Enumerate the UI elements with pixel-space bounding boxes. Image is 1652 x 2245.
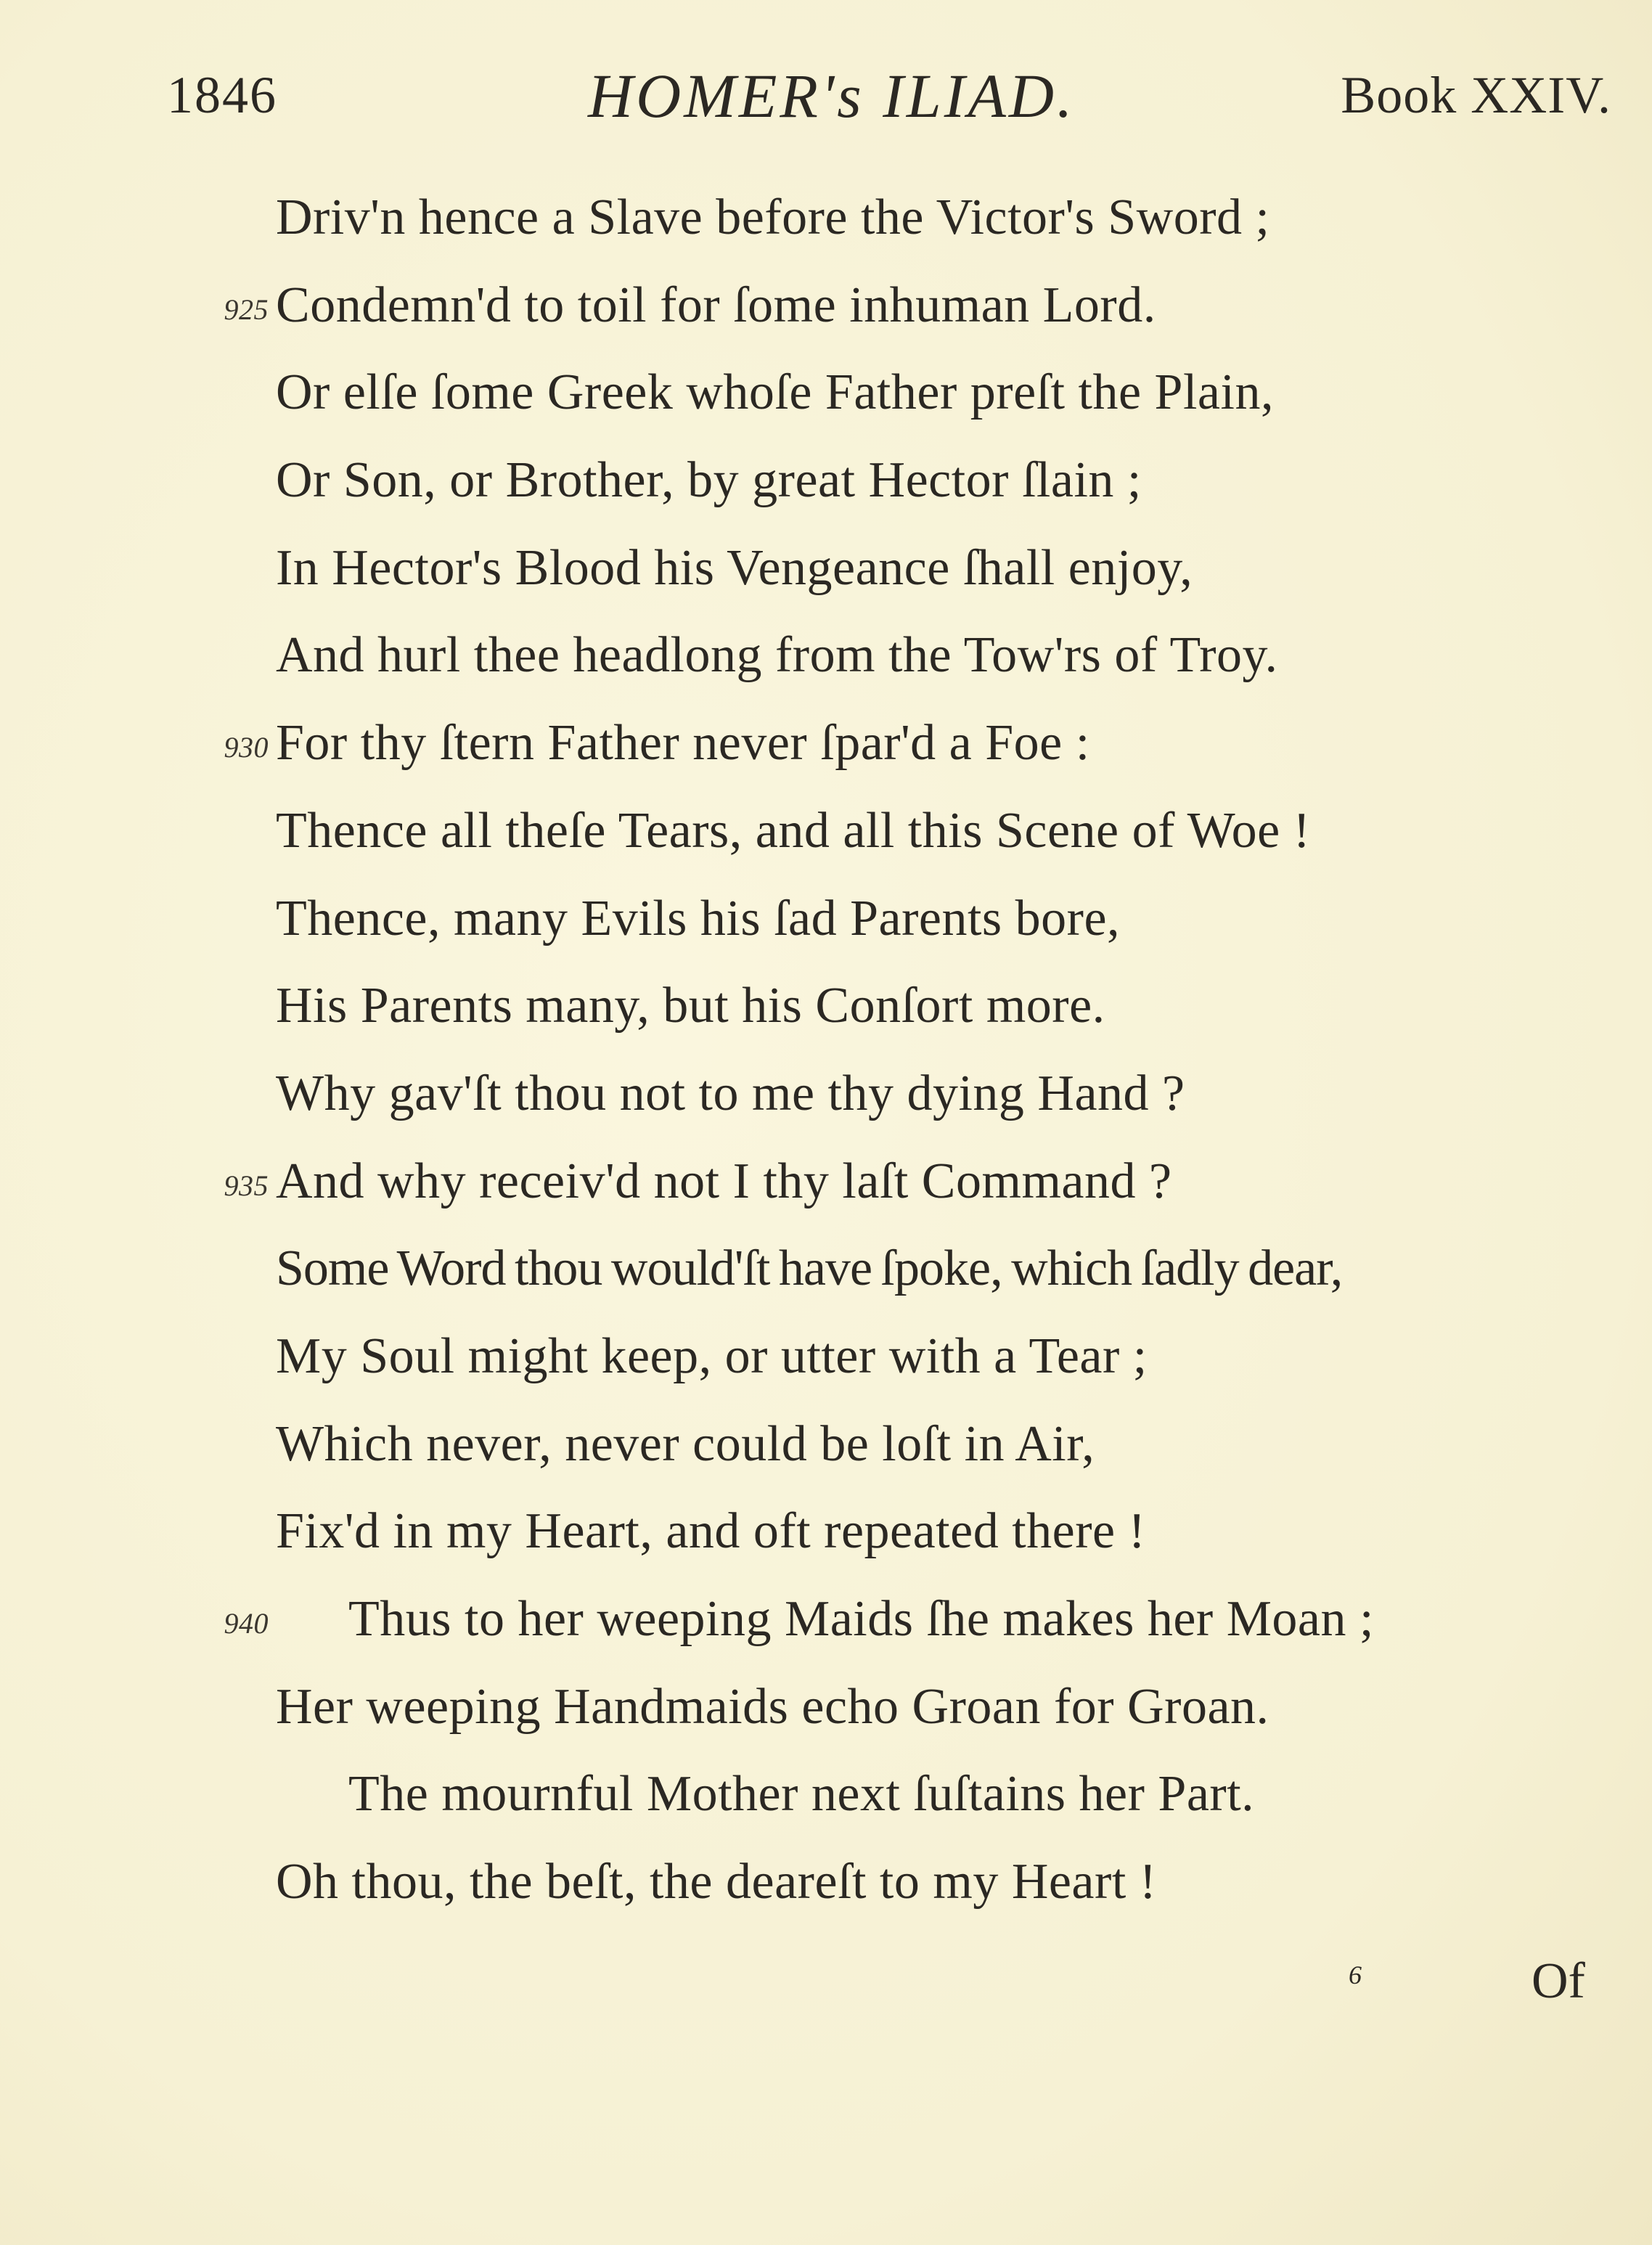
verse-text: Condemn'd to toil for ſome inhuman Lord. [276, 277, 1156, 333]
verse-text: And why receiv'd not I thy laſt Command ? [276, 1153, 1172, 1209]
verse-text: Or elſe ſome Greek whoſe Father preſt the Plain, [276, 364, 1274, 421]
page-header [167, 60, 1611, 139]
verse-text: And hurl thee headlong from the Tow'rs of Troy. [276, 627, 1278, 684]
line-number: 940 [224, 1607, 269, 1640]
verse-text: Her weeping Handmaids echo Groan for Groan. [276, 1678, 1269, 1735]
verse-line [276, 1050, 1582, 1138]
verse-line [224, 262, 1582, 350]
verse-text: Some Word thou would'ſt have ſpoke, which ſadly dear, [276, 1240, 1343, 1297]
verse-text: In Hector's Blood his Vengeance ſhall enjoy, [276, 539, 1193, 596]
verse-line [276, 875, 1582, 963]
line-number: 925 [224, 293, 269, 326]
line-number: 930 [224, 731, 269, 764]
verse-line [224, 1576, 1582, 1664]
verse-line [276, 1313, 1582, 1401]
running-title: HOMER's ILIAD. [588, 61, 1076, 131]
signature-mark: 6 [1349, 1960, 1362, 1990]
verse-line [276, 788, 1582, 875]
page-footer [0, 1952, 1652, 2040]
verse-line [276, 1664, 1582, 1751]
verse-text: His Parents many, but his Conſort more. [276, 978, 1105, 1034]
verse-text: Thence all theſe Tears, and all this Scene of Woe ! [276, 802, 1311, 859]
verse-text: Fix'd in my Heart, and oft repeated there ! [276, 1503, 1146, 1560]
verse-line [276, 349, 1582, 437]
verse-text: Why gav'ſt thou not to me thy dying Hand ? [276, 1065, 1185, 1121]
verse-text: Oh thou, the beſt, the deareſt to my Heart ! [276, 1854, 1157, 1910]
verse-line [276, 525, 1582, 613]
verse-line [276, 174, 1582, 262]
verse-text: Thence, many Evils his ſad Parents bore, [276, 890, 1121, 946]
verse-line [276, 1839, 1582, 1926]
verse-text: Driv'n hence a Slave before the Victor's Sword ; [276, 189, 1270, 245]
verse-text: Thus to her weeping Maids ſhe makes her Moan ; [348, 1591, 1374, 1647]
verse-line [276, 1225, 1582, 1313]
verse-text: Or Son, or Brother, by great Hector ſlain ; [276, 452, 1142, 509]
verse-line [224, 700, 1582, 788]
page-number: 1846 [167, 66, 277, 124]
verse-line [276, 437, 1582, 525]
verse-line [276, 1488, 1582, 1576]
verse-text: Which never, never could be loſt in Air, [276, 1415, 1095, 1472]
catchword: Of [1532, 1953, 1585, 2009]
verse-text: The mournful Mother next ſuſtains her Part. [348, 1766, 1255, 1823]
book-label: Book XXIV. [1341, 66, 1611, 124]
verse-text: My Soul might keep, or utter with a Tear ; [276, 1328, 1148, 1384]
verse-line [224, 1138, 1582, 1226]
line-number: 935 [224, 1169, 269, 1202]
verse-line [276, 962, 1582, 1050]
verse-block [224, 174, 1582, 1926]
verse-line [276, 1401, 1582, 1489]
verse-line [276, 612, 1582, 700]
verse-line [276, 1751, 1582, 1839]
verse-text: For thy ſtern Father never ſpar'd a Foe : [276, 715, 1090, 772]
